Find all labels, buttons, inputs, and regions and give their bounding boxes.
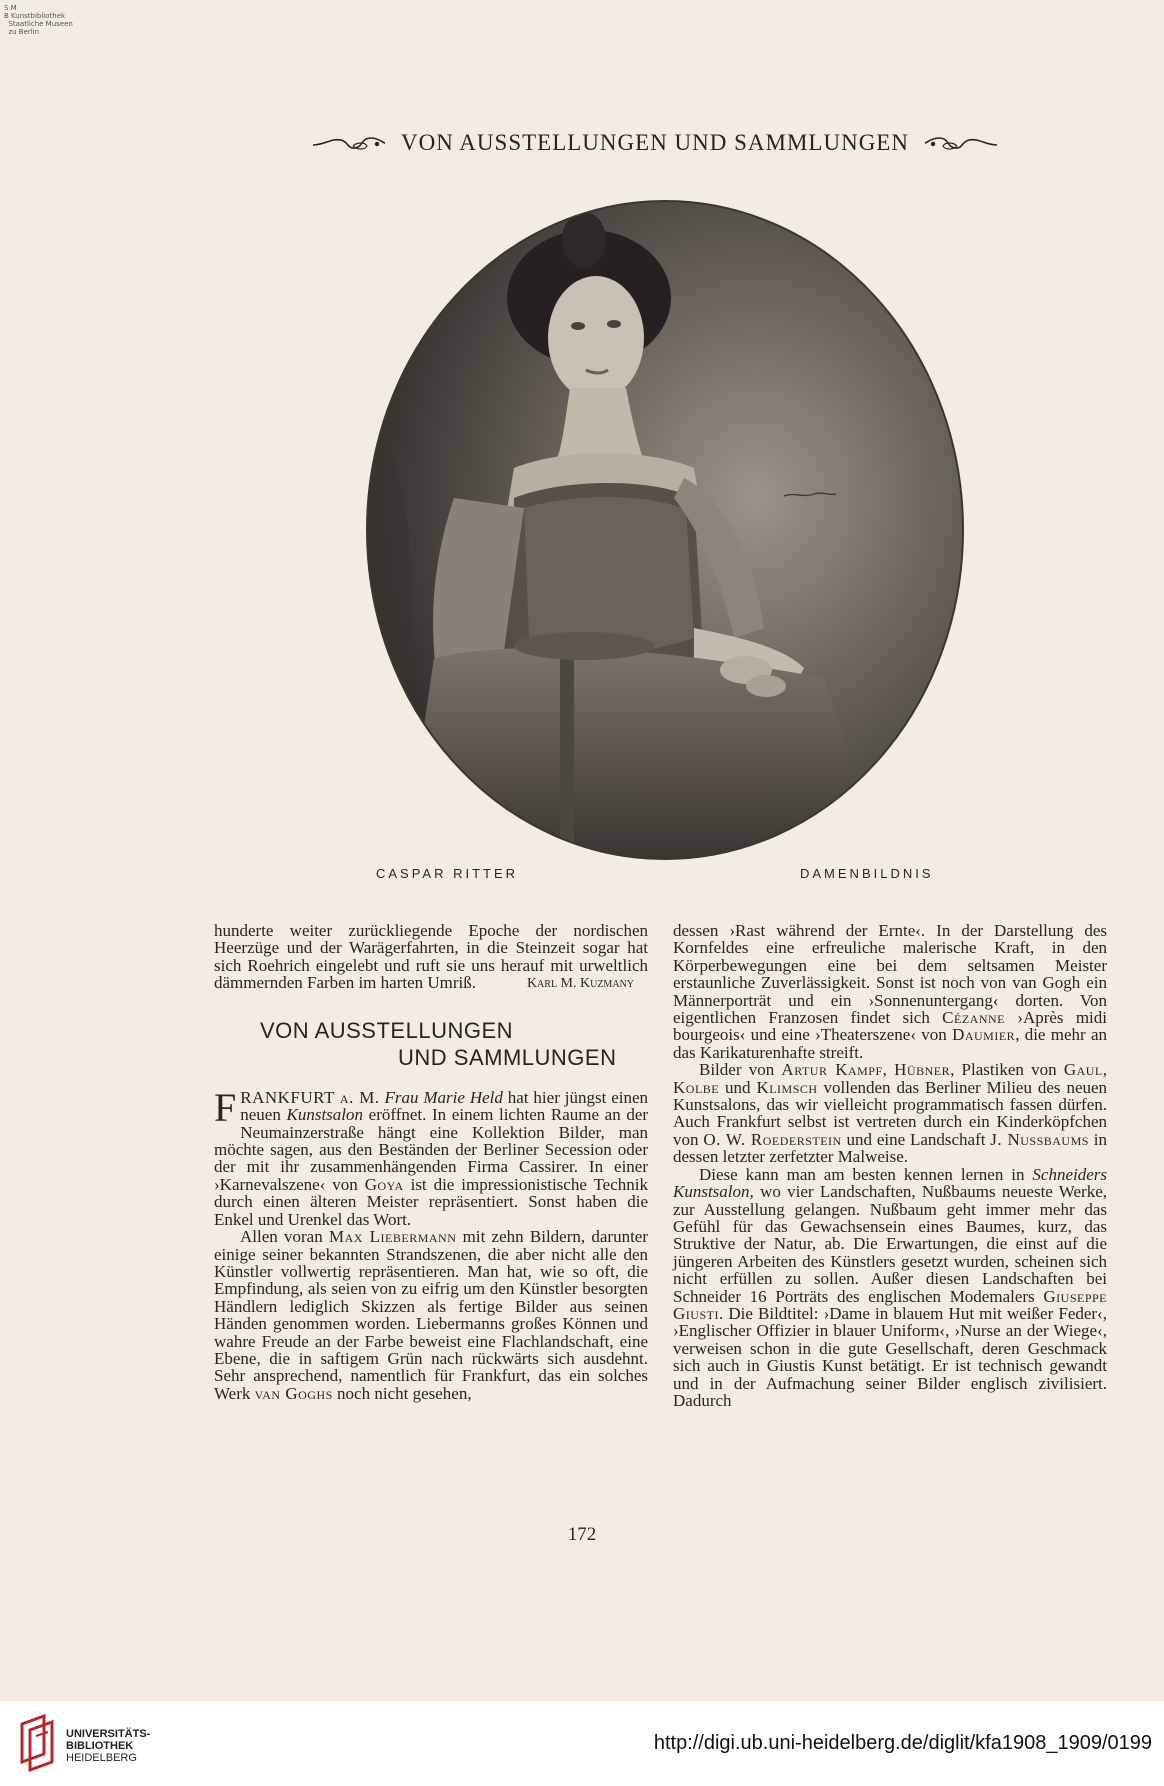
artist-name: Kolbe xyxy=(673,1077,720,1097)
right-column xyxy=(673,922,1107,1409)
portrait-image xyxy=(364,198,966,862)
left-ornament-icon xyxy=(311,132,387,154)
author-signature: Karl M. Kuzmany xyxy=(526,975,634,991)
artist-name: Giuseppe Giusti xyxy=(673,1286,1107,1323)
left-column xyxy=(214,922,648,1402)
van-gogh-paragraph: dessen ›Rast während der Ernte‹. In der Darstellung des Kornfeldes eine erfreuliche malerische Kraft, in den Körperbewegungen eine bei dem seltsamen Meister erstaunliche Zuverlässigkeit. Sonst ist noch von van Gogh ein Männerporträt und ein ›Sonnenuntergang‹ dorten. Von eigentlichen Franzosen findet sich Cézanne ›Après midi bourgeois‹ und eine ›Theaterszene‹ von Daumier, die mehr an das Karikaturenhafte streift. xyxy=(673,921,1108,1062)
running-head-title: VON AUSSTELLUNGEN UND SAMMLUNGEN xyxy=(401,130,909,155)
artist-name: O. W. Roederstein xyxy=(703,1129,842,1149)
person-name: Frau Marie Held xyxy=(384,1087,503,1107)
artist-name: J. Nussbaums xyxy=(990,1129,1089,1149)
figure-artist-caption: CASPAR RITTER xyxy=(376,866,519,881)
liebermann-paragraph: Allen voran Max Liebermann mit zehn Bildern, darunter einige seiner bekannten Strandszenen, die aber nicht alle den Künstler vollwertig repräsentieren. Man hat, wie so oft, die Empfindung, als seien von zu eifrig um den Künstler besorgten Händlern lediglich Skizzen als fertige Bilder aus seinen Händen genommen worden. Liebermanns großes Können und wahre Freude an der Farbe beweist eine Flachlandschaft, eine Ebene, die in saftigem Grün nach rückwärts sich ausdehnt. Sehr ansprechend, namentlich für Frankfurt, das ein solches Werk van Goghs noch nicht gesehen, xyxy=(214,1227,649,1403)
gallery-name: Kunstsalon xyxy=(286,1105,364,1125)
artist-name: Gaul xyxy=(1063,1060,1103,1080)
artist-name: Hübner xyxy=(894,1060,951,1080)
artist-name: Max Liebermann xyxy=(328,1227,457,1247)
frankfurt-paragraph: FRANKFURT a. M. Frau Marie Held hat hier jüngst einen neuen Kunstsalon eröffnet. In einem lichten Raume an der Neumainzerstraße hängt eine Kollektion Bilder, man möchte sagen, aus den Beständen der Berliner Secession oder der mit ihr zusammenhängenden Firma Cassirer. In einer ›Karnevalszene‹ von Goya ist die impressionistische Technik durch einen älteren Meister repräsentiert. Sonst haben die Enkel und Urenkel das Wort. xyxy=(214,1084,649,1229)
artist-name: Daumier xyxy=(952,1025,1016,1045)
permalink-url[interactable]: http://digi.ub.uni-heidelberg.de/diglit/kfa1908_1909/0199 xyxy=(653,1732,1152,1754)
section-heading-line-2: UND SAMMLUNGEN xyxy=(398,1045,617,1071)
section-heading-line-1: VON AUSSTELLUNGEN xyxy=(260,1018,514,1044)
viewer-footer xyxy=(0,1702,1164,1786)
running-head xyxy=(290,126,1020,160)
artist-name: Cézanne xyxy=(942,1008,1005,1028)
section-heading xyxy=(214,1018,648,1071)
intro-paragraph: hunderte weiter zurückliegende Epoche der nordischen Heerzüge und der Warägerfahrten, in die Steinzeit sogar hat sich Roehrich eingelebt und ruft sie uns herauf mit urweltlich dämmernden Farben im harten Umriß. xyxy=(214,921,648,993)
lead-in: RANKFURT a. M. xyxy=(240,1087,380,1107)
university-library-logo-icon xyxy=(14,1714,62,1774)
artist-name: van Goghs xyxy=(254,1383,333,1403)
library-stamp: S M B Kunstbibliothek Staatliche Museen zu Berlin xyxy=(4,4,73,36)
artist-name: Klimsch xyxy=(756,1077,818,1097)
schneider-paragraph: Diese kann man am besten kennen lernen in Schneiders Kunstsalon, wo vier Landschaften, Nußbaums neueste Werke, zur Ausstellung gelangen. Nußbaum geht immer mehr das Gefühl für das Gewachsensein eines Baumes, kurz, das Struktive der Natur, ab. Die Erwartungen, die einst auf die jüngeren Arbeiten des Künstlers gesetzt wurden, scheinen sich nicht erfüllen zu sollen. Außer diesen Landschaften bei Schneider 16 Porträts des englischen Modemalers Giuseppe Giusti. Die Bildtitel: ›Dame in blauem Hut mit weißer Feder‹, ›Englischer Offizier in blauer Uniform‹, ›Nurse an der Wiege‹, verweisen schon in die gute Gesellschaft, deren Geschmack sich auch in Giustis Kunst betätigt. Er ist technisch gewandt und in der Aufmachung seiner Bilder englisch zivilisiert. Dadurch xyxy=(673,1164,1108,1410)
page-number: 172 xyxy=(567,1524,597,1545)
gallery-name: Schneiders Kunstsalon, xyxy=(673,1164,1108,1202)
university-library-name: UNIVERSITÄTS- BIBLIOTHEK HEIDELBERG xyxy=(66,1728,151,1764)
drop-cap: F xyxy=(214,1084,237,1130)
right-ornament-icon xyxy=(923,132,999,154)
artist-name: Artur Kampf xyxy=(781,1060,883,1080)
berlin-artists-paragraph: Bilder von Artur Kampf, Hübner, Plastiken von Gaul, Kolbe und Klimsch vollenden das Berliner Milieu des neuen Kunstsalons, das wir vielleicht programmatisch fassen dürfen. Auch Frankfurt selbst ist vertreten durch ein Kinderköpfchen von O. W. Roederstein und eine Landschaft J. Nussbaums in dessen letzter zerfetzter Malweise. xyxy=(673,1060,1108,1167)
artist-name: Goya xyxy=(364,1174,404,1194)
figure-title-caption: DAMENBILDNIS xyxy=(800,866,934,881)
